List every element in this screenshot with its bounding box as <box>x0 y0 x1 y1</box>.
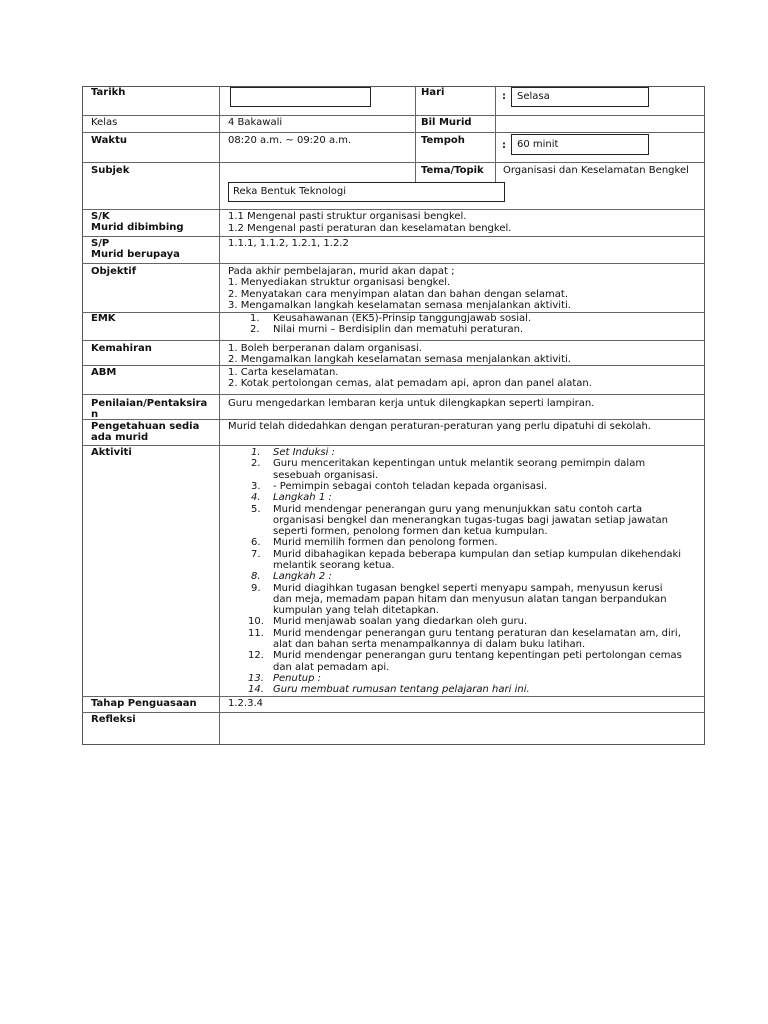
aktiviti-item-num: 4. <box>251 492 261 503</box>
objektif-label: Objektif <box>91 266 137 277</box>
refleksi-label: Refleksi <box>91 714 136 725</box>
tempoh-colon: : <box>502 140 506 151</box>
aktiviti-item-text: Penutup : <box>273 673 322 684</box>
tahap-label: Tahap Penguasaan <box>91 698 197 709</box>
aktiviti-item-num: 11. <box>248 628 264 639</box>
aktiviti-item-text: organisasi bengkel dan menerangkan tugas-tugas bagi jawatan setiap jawatan <box>273 515 668 526</box>
tema-value: Organisasi dan Keselamatan Bengkel <box>503 165 689 176</box>
sp-sublabel: Murid berupaya <box>91 249 180 260</box>
waktu-label: Waktu <box>91 135 127 146</box>
pengetahuan-value: Murid telah didedahkan dengan peraturan-peraturan yang perlu dipatuhi di sekolah. <box>228 421 651 432</box>
penilaian-value: Guru mengedarkan lembaran kerja untuk dilengkapkan seperti lampiran. <box>228 398 595 409</box>
aktiviti-item-text: sesebuah organisasi. <box>273 470 379 481</box>
aktiviti-item-text: Guru menceritakan kepentingan untuk melantik seorang pemimpin dalam <box>273 458 646 469</box>
tarikh-input-box[interactable] <box>230 87 371 107</box>
row-divider <box>82 132 705 133</box>
abm-label: ABM <box>91 367 117 378</box>
aktiviti-item-num: 10. <box>248 616 264 627</box>
col-divider <box>415 162 416 182</box>
objektif-line: 2. Menyatakan cara menyimpan alatan dan bahan dengan selamat. <box>228 289 569 300</box>
sk-line: 1.2 Mengenal pasti peraturan dan keselamatan bengkel. <box>228 223 512 234</box>
aktiviti-label: Aktiviti <box>91 447 132 458</box>
row-divider <box>82 209 705 210</box>
aktiviti-item-text: Langkah 1 : <box>273 492 332 503</box>
tema-label: Tema/Topik <box>421 165 484 176</box>
aktiviti-item-text: Murid menjawab soalan yang diedarkan oleh guru. <box>273 616 528 627</box>
row-divider <box>82 365 705 366</box>
bil-murid-label: Bil Murid <box>421 117 472 128</box>
kemahiran-line: 1. Boleh berperanan dalam organisasi. <box>228 343 422 354</box>
aktiviti-item-num: 13. <box>248 673 264 684</box>
sk-sublabel: Murid dibimbing <box>91 222 184 233</box>
row-divider <box>82 394 705 395</box>
hari-label: Hari <box>421 87 445 98</box>
aktiviti-item-text: Murid mendengar penerangan guru yang menunjukkan satu contoh carta <box>273 504 643 515</box>
sp-value: 1.1.1, 1.1.2, 1.2.1, 1.2.2 <box>228 238 349 249</box>
objektif-line: Pada akhir pembelajaran, murid akan dapat ; <box>228 266 455 277</box>
row-divider <box>82 236 705 237</box>
aktiviti-item-text: Guru membuat rumusan tentang pelajaran hari ini. <box>273 684 530 695</box>
emk-item-num: 1. <box>250 313 260 324</box>
col-divider <box>219 86 220 745</box>
aktiviti-item-num: 5. <box>251 504 261 515</box>
tahap-value: 1.2.3.4 <box>228 698 263 709</box>
sk-label: S/K <box>91 211 110 222</box>
aktiviti-item-num: 2. <box>251 458 261 469</box>
aktiviti-item-text: kumpulan yang telah ditetapkan. <box>273 605 439 616</box>
hari-value: Selasa <box>517 91 550 102</box>
aktiviti-item-text: Murid diagihkan tugasan bengkel seperti menyapu sampah, menyusun kerusi <box>273 583 663 594</box>
abm-line: 2. Kotak pertolongan cemas, alat pemadam api, apron dan panel alatan. <box>228 378 592 389</box>
emk-item-num: 2. <box>250 324 260 335</box>
aktiviti-item-text: Langkah 2 : <box>273 571 332 582</box>
emk-item-text: Keusahawanan (EK5)-Prinsip tanggungjawab sosial. <box>273 313 532 324</box>
sk-line: 1.1 Mengenal pasti struktur organisasi bengkel. <box>228 211 467 222</box>
emk-label: EMK <box>91 313 116 324</box>
waktu-value: 08:20 a.m. ~ 09:20 a.m. <box>228 135 352 146</box>
row-divider <box>82 115 705 116</box>
kemahiran-label: Kemahiran <box>91 343 152 354</box>
aktiviti-item-text: Murid mendengar penerangan guru tentang kepentingan peti pertolongan cemas <box>273 650 682 661</box>
aktiviti-item-num: 6. <box>251 537 261 548</box>
aktiviti-item-text: Murid memilih formen dan penolong formen. <box>273 537 498 548</box>
tempoh-value: 60 minit <box>517 139 559 150</box>
aktiviti-item-text: dan meja, memadam papan hitam dan menyusun alatan tangan berpandukan <box>273 594 667 605</box>
aktiviti-item-text: - Pemimpin sebagai contoh teladan kepada organisasi. <box>273 481 548 492</box>
row-divider <box>82 162 705 163</box>
aktiviti-item-text: Murid mendengar penerangan guru tentang peraturan dan keselamatan am, diri, <box>273 628 681 639</box>
tempoh-label: Tempoh <box>421 135 465 146</box>
hari-colon: : <box>502 91 506 102</box>
col-divider <box>495 86 496 162</box>
aktiviti-item-num: 7. <box>251 549 261 560</box>
aktiviti-item-text: dan alat pemadam api. <box>273 662 390 673</box>
aktiviti-item-num: 8. <box>251 571 261 582</box>
aktiviti-item-text: alat dan bahan serta menampalkannya di dalam buku latihan. <box>273 639 586 650</box>
row-divider <box>82 419 705 420</box>
kemahiran-line: 2. Mengamalkan langkah keselamatan semasa menjalankan aktiviti. <box>228 354 571 365</box>
emk-item-text: Nilai murni – Berdisiplin dan mematuhi peraturan. <box>273 324 524 335</box>
subjek-value: Reka Bentuk Teknologi <box>233 186 346 197</box>
abm-line: 1. Carta keselamatan. <box>228 367 339 378</box>
aktiviti-item-num: 14. <box>248 684 264 695</box>
pengetahuan-label-cont: ada murid <box>91 432 149 443</box>
kelas-label: Kelas <box>91 117 118 128</box>
row-divider <box>82 263 705 264</box>
objektif-line: 1. Menyediakan struktur organisasi bengkel. <box>228 277 451 288</box>
pengetahuan-label: Pengetahuan sedia <box>91 421 200 432</box>
row-divider <box>82 696 705 697</box>
penilaian-label: Penilaian/Pentaksira <box>91 398 208 409</box>
objektif-line: 3. Mengamalkan langkah keselamatan semasa menjalankan aktiviti. <box>228 300 571 311</box>
aktiviti-item-text: melantik seorang ketua. <box>273 560 395 571</box>
aktiviti-item-num: 12. <box>248 650 264 661</box>
kelas-value: 4 Bakawali <box>228 117 283 128</box>
row-divider <box>82 712 705 713</box>
penilaian-label-cont: n <box>91 409 99 420</box>
tarikh-label: Tarikh <box>91 87 126 98</box>
sp-label: S/P <box>91 238 110 249</box>
aktiviti-item-num: 9. <box>251 583 261 594</box>
aktiviti-item-text: Set Induksi : <box>273 447 335 458</box>
aktiviti-item-text: seperti formen, penolong formen dan ketua kumpulan. <box>273 526 548 537</box>
aktiviti-item-text: Murid dibahagikan kepada beberapa kumpulan dan setiap kumpulan dikehendaki <box>273 549 682 560</box>
col-divider <box>495 162 496 182</box>
row-divider <box>82 445 705 446</box>
col-divider <box>415 86 416 162</box>
subjek-label: Subjek <box>91 165 130 176</box>
row-divider <box>82 340 705 341</box>
aktiviti-item-num: 1. <box>251 447 261 458</box>
aktiviti-item-num: 3. <box>251 481 261 492</box>
